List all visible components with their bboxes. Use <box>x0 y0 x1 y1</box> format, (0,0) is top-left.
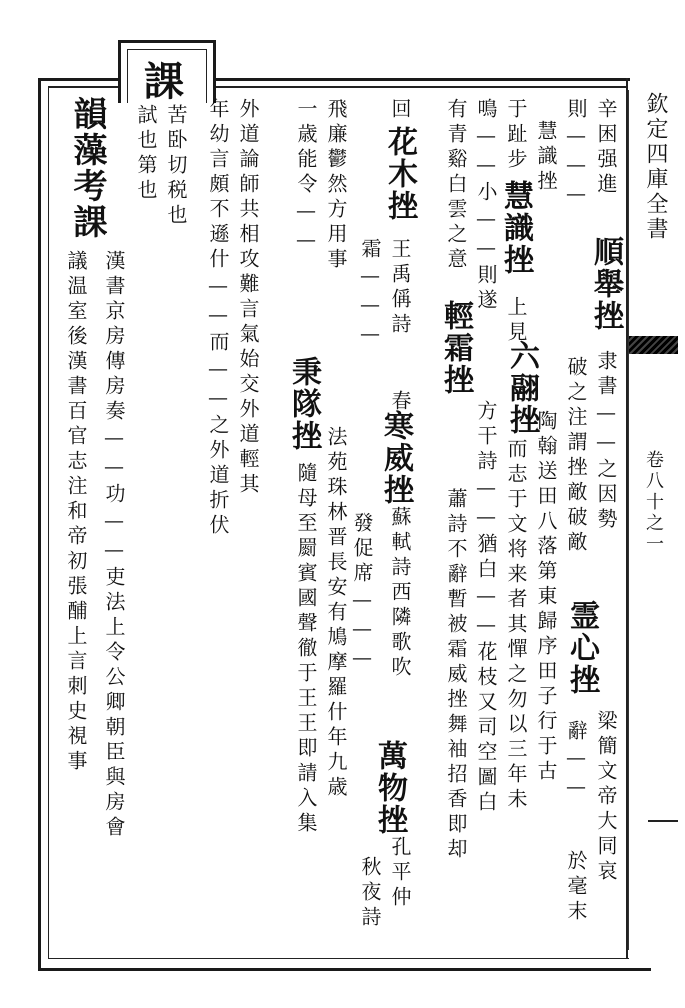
text-col-16: 漢書京房傳房奏——功——吏法上令公卿朝臣與房會 <box>102 250 126 841</box>
text-col-9b: 秋夜詩 <box>358 856 382 931</box>
text-col-7e: 蕭詩不辭暫被霜威挫舞袖招香即却 <box>444 488 468 863</box>
text-col-15: 試也第也 <box>134 104 158 204</box>
text-col-2b: 破之注謂挫敵破敵 <box>564 356 588 556</box>
text-col-9a: 發促席——— <box>350 512 374 674</box>
text-col-5b: 而志于文将来者其憚之勿以三年未 <box>504 438 528 813</box>
book-title: 欽定四庫全書 <box>643 92 668 242</box>
margin-tick <box>648 820 678 822</box>
fishtail-mark <box>628 336 678 354</box>
text-col-2a: 則——— <box>564 98 588 210</box>
text-col-13: 年幼言頗不遜什——而——之外道折伏 <box>206 98 230 539</box>
text-col-1b: 順舉挫 <box>588 236 623 332</box>
text-col-5a: 鳴——小——則遂 <box>474 98 498 314</box>
text-col-7d: 春 <box>388 390 412 415</box>
text-col-7b: 花木挫 <box>382 126 417 222</box>
text-col-10a: 飛廉鬱然方用事 <box>324 98 348 273</box>
text-col-3b: 辭—— <box>564 720 588 803</box>
text-col-7c: 王禹偁詩 <box>388 238 412 338</box>
text-col-8d: 萬物挫 <box>372 740 407 836</box>
text-col-1a: 辛困强進 <box>594 98 618 198</box>
text-col-12: 外道論師共相攻難言氣始交外道輕其 <box>236 98 260 498</box>
volume-label: 卷八十之一 <box>643 450 664 555</box>
text-col-10c: 法苑珠林晋長安有鳩摩羅什年九歳 <box>324 426 348 801</box>
text-col-17: 議温室後漢書百官志注和帝初張酺上言刺史視事 <box>64 250 88 775</box>
section-heading: 韻藻考課 <box>67 96 107 240</box>
text-col-8b: 寒威挫 <box>378 410 413 506</box>
text-col-6b: 輕霜挫 <box>438 300 473 396</box>
text-col-4d: 六翮挫 <box>504 340 539 436</box>
tab-char: 課 <box>144 58 184 105</box>
text-col-10b: 秉隊挫 <box>286 356 321 452</box>
col-rule <box>628 90 629 950</box>
text-col-2c: 霊心挫 <box>564 600 599 696</box>
text-col-6a: 有青谿白雲之意 <box>444 98 468 273</box>
text-col-4c: 上見 <box>504 296 528 346</box>
text-col-8c: 蘇軾詩西隣歌吹 <box>388 506 412 681</box>
text-col-11b: 隨母至罽賓國聲徹于王王即請入集 <box>294 462 318 837</box>
text-col-8e: 孔平仲 <box>388 836 412 911</box>
text-col-3a: 慧識挫 <box>534 120 558 195</box>
text-col-1c: 隶書——之因勢 <box>594 350 618 533</box>
text-col-2d: 梁簡文帝大同哀 <box>594 710 618 885</box>
text-col-14: 苦卧切税也 <box>164 104 188 229</box>
text-col-7a: 回 <box>388 98 412 123</box>
text-col-4a: 于趾步 <box>504 98 528 173</box>
text-col-8a: 霜——— <box>358 238 382 350</box>
text-col-11a: 一歳能令—— <box>294 98 318 256</box>
text-col-4b: 慧識挫 <box>498 180 533 276</box>
text-col-4e: 陶翰送田八落第東歸序田子行于古 <box>534 410 558 785</box>
text-col-3c: 於毫末 <box>564 850 588 925</box>
text-col-6c: 方干詩——猶白——花枝又司空圖白 <box>474 400 498 816</box>
